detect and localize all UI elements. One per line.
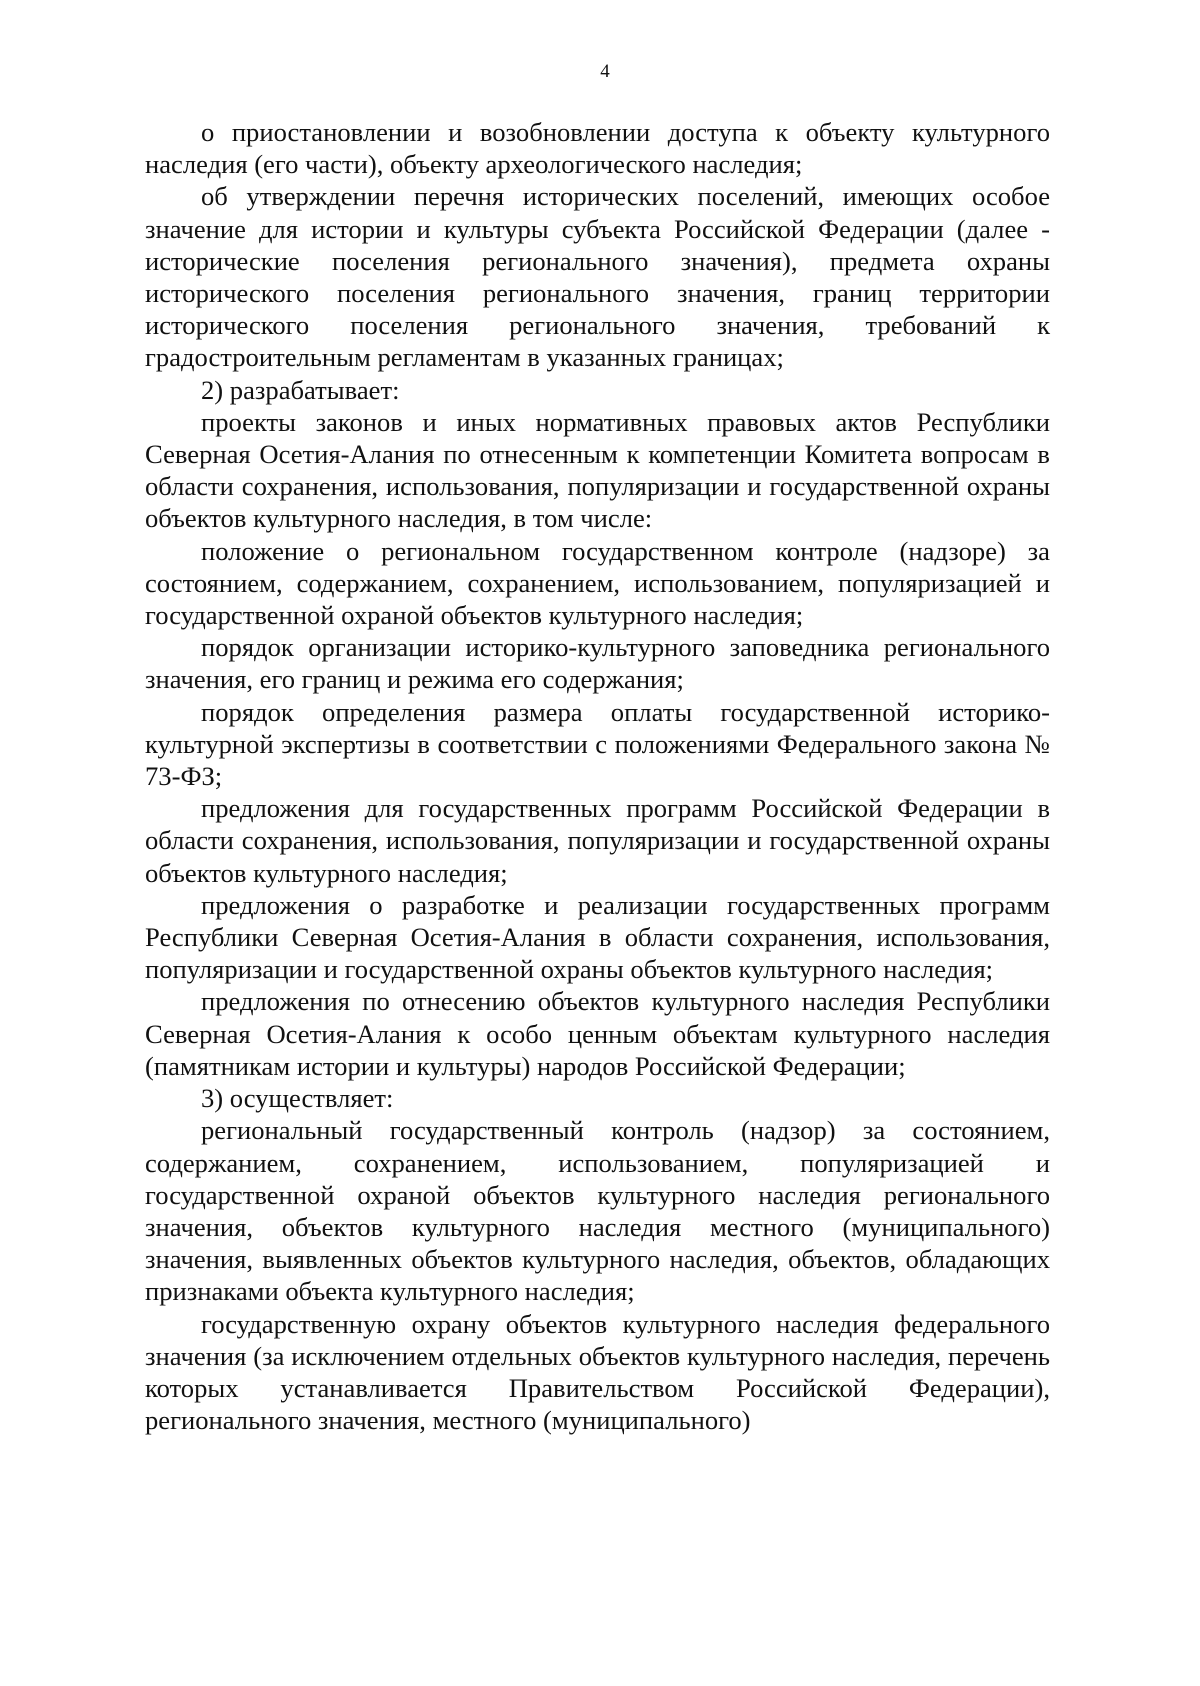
paragraph: предложения о разработке и реализации государственных программ Республики Северная Осетия-Алания в области сохранения, использования, популяризации и государственной охраны объектов культурного наследия; (145, 889, 1050, 985)
paragraph: 3) осуществляет: (201, 1083, 394, 1114)
paragraph: положение о региональном государственном контроле (надзоре) за состоянием, содержанием, сохранением, использованием, популяризацией и государственной охраной объектов культурного наследия; (145, 535, 1050, 631)
paragraph: предложения по отнесению объектов культурного наследия Республики Северная Осетия-Алания к особо ценным объектам культурного наследия (памятникам истории и культуры) народов Российской Федерации; (145, 986, 1050, 1081)
page-number: 4 (600, 61, 610, 82)
paragraph: порядок определения размера оплаты государственной историко-культурной экспертизы в соответствии с положениями Федерального закона № 73-ФЗ; (145, 696, 1050, 792)
paragraph: государственную охрану объектов культурного наследия федерального значения (за исключением отдельных объектов культурного наследия, перечень которых устанавливается Правительством Российской Федерации), регионального значения, местного (муниципального) (145, 1308, 1050, 1436)
paragraph: проекты законов и иных нормативных правовых актов Республики Северная Осетия-Алания по отнесенным к компетенции Комитета вопросам в области сохранения, использования, популяризации и государственной охраны объектов культурного наследия, в том числе: (145, 406, 1050, 534)
paragraph: об утверждении перечня исторических поселений, имеющих особое значение для истории и культуры субъекта Российской Федерации (далее - исторические поселения регионального значения), предмета охраны исторического поселения регионального значения, границ территории исторического поселения регионального значения, требований к градостроительным регламентам в указанных границах; (145, 181, 1050, 373)
document-body (145, 116, 1050, 1436)
paragraph: порядок организации историко-культурного заповедника регионального значения, его границ и режима его содержания; (145, 632, 1050, 695)
paragraph: 2) разрабатывает: (201, 374, 400, 405)
paragraph: региональный государственный контроль (надзор) за состоянием, содержанием, сохранением, использованием, популяризацией и государственной охраной объектов культурного наследия регионального значения, объектов культурного наследия местного (муниципального) значения, выявленных объектов культурного наследия, объектов, обладающих признаками объекта культурного наследия; (145, 1115, 1050, 1307)
paragraph: о приостановлении и возобновлении доступа к объекту культурного наследия (его части), объекту археологического наследия; (145, 117, 1050, 180)
paragraph: предложения для государственных программ Российской Федерации в области сохранения, использования, популяризации и государственной охраны объектов культурного наследия; (145, 793, 1050, 888)
